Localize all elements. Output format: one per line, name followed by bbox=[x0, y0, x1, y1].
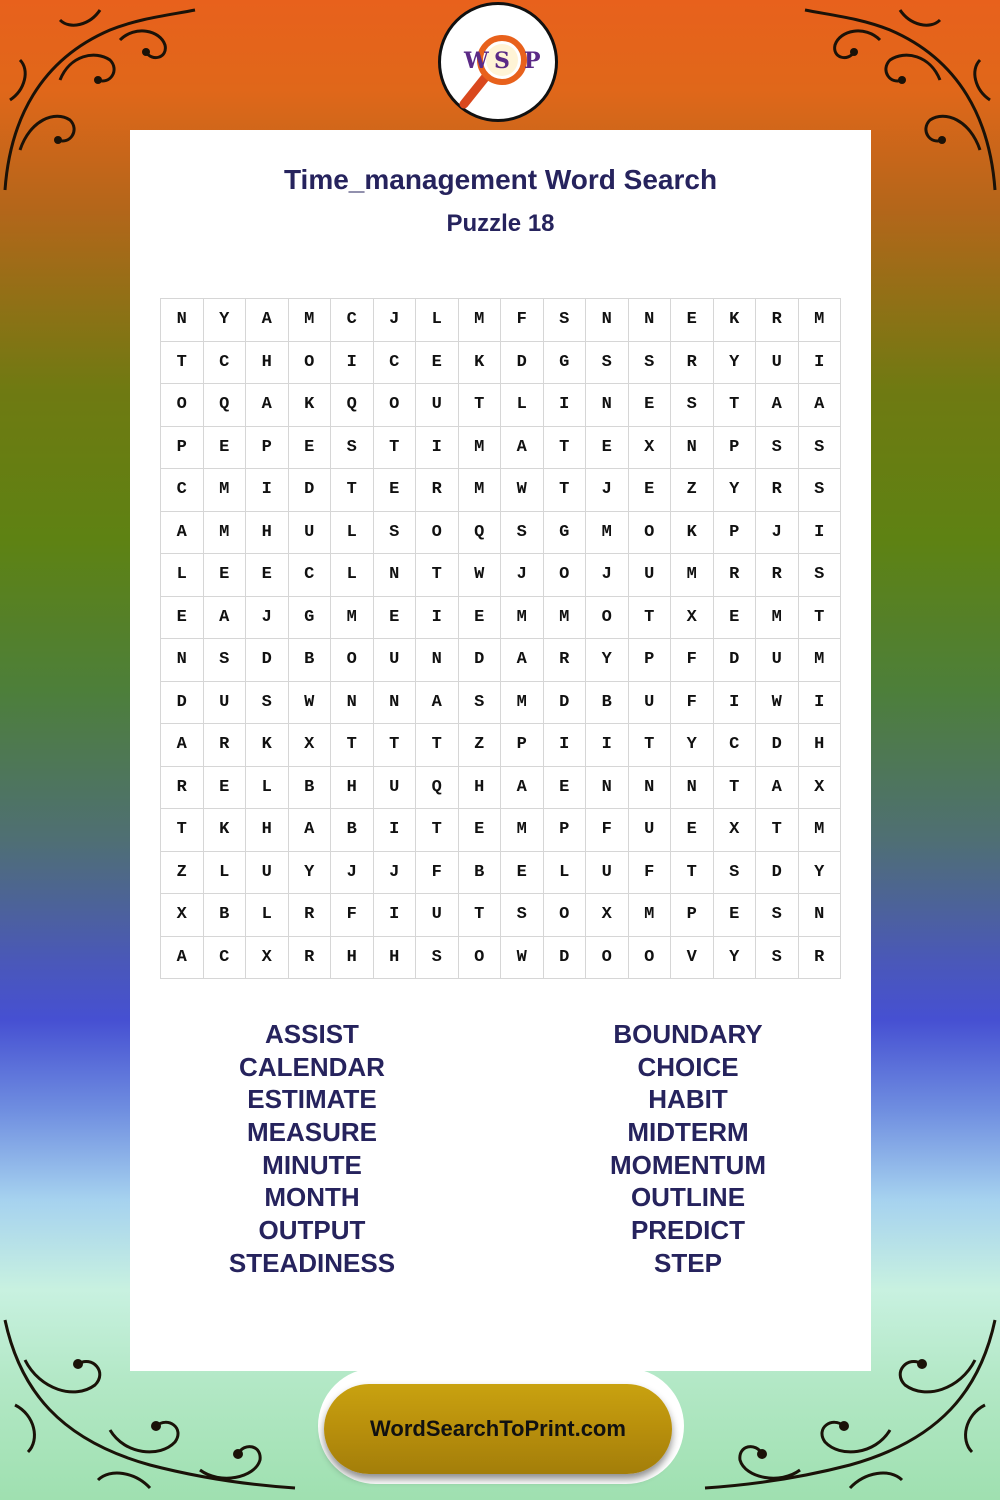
grid-cell[interactable]: T bbox=[671, 852, 714, 895]
website-button[interactable] bbox=[324, 1384, 672, 1474]
grid-cell[interactable]: M bbox=[204, 512, 247, 555]
grid-cell[interactable]: T bbox=[161, 342, 204, 385]
grid-cell[interactable]: M bbox=[799, 809, 842, 852]
grid-cell[interactable]: R bbox=[289, 894, 332, 937]
grid-cell[interactable]: Y bbox=[289, 852, 332, 895]
word-item: OUTLINE bbox=[630, 1182, 746, 1213]
grid-cell[interactable]: T bbox=[374, 427, 417, 470]
grid-cell[interactable]: M bbox=[501, 809, 544, 852]
grid-cell[interactable]: K bbox=[246, 724, 289, 767]
grid-cell[interactable]: N bbox=[374, 554, 417, 597]
grid-cell[interactable]: E bbox=[204, 427, 247, 470]
puzzle-panel bbox=[130, 130, 871, 1371]
grid-cell[interactable]: A bbox=[501, 767, 544, 810]
grid-cell[interactable]: J bbox=[246, 597, 289, 640]
grid-cell[interactable]: R bbox=[204, 724, 247, 767]
grid-cell[interactable]: I bbox=[586, 724, 629, 767]
grid-cell[interactable]: E bbox=[629, 384, 672, 427]
grid-cell[interactable]: O bbox=[416, 512, 459, 555]
logo-letter-s: S bbox=[494, 48, 510, 74]
grid-cell[interactable]: B bbox=[331, 809, 374, 852]
grid-cell[interactable]: Y bbox=[586, 639, 629, 682]
word-item: PREDICT bbox=[630, 1215, 746, 1246]
word-item: ESTIMATE bbox=[247, 1084, 377, 1115]
grid-cell[interactable]: M bbox=[289, 299, 332, 342]
grid-cell[interactable]: E bbox=[586, 427, 629, 470]
grid-cell[interactable]: T bbox=[161, 809, 204, 852]
grid-cell[interactable]: M bbox=[586, 512, 629, 555]
website-link[interactable]: WordSearchToPrint.com bbox=[370, 1416, 626, 1441]
grid-cell[interactable]: B bbox=[204, 894, 247, 937]
grid-cell[interactable]: M bbox=[331, 597, 374, 640]
grid-cell[interactable]: W bbox=[756, 682, 799, 725]
grid-cell[interactable]: N bbox=[331, 682, 374, 725]
grid-cell[interactable]: Z bbox=[671, 469, 714, 512]
grid-cell[interactable]: T bbox=[416, 724, 459, 767]
grid-cell[interactable]: S bbox=[544, 299, 587, 342]
grid-cell[interactable]: A bbox=[161, 724, 204, 767]
grid-cell[interactable]: U bbox=[756, 342, 799, 385]
grid-cell[interactable]: N bbox=[586, 384, 629, 427]
grid-cell[interactable]: D bbox=[714, 639, 757, 682]
grid-cell[interactable]: B bbox=[459, 852, 502, 895]
grid-cell[interactable]: E bbox=[714, 597, 757, 640]
grid-cell[interactable]: U bbox=[374, 639, 417, 682]
grid-cell[interactable]: O bbox=[629, 512, 672, 555]
grid-cell[interactable]: T bbox=[331, 724, 374, 767]
grid-cell[interactable]: L bbox=[246, 894, 289, 937]
grid-cell[interactable]: D bbox=[161, 682, 204, 725]
grid-cell[interactable]: E bbox=[671, 299, 714, 342]
grid-cell[interactable]: E bbox=[204, 554, 247, 597]
grid-cell[interactable]: U bbox=[629, 809, 672, 852]
grid-cell[interactable]: W bbox=[289, 682, 332, 725]
grid-cell[interactable]: T bbox=[544, 469, 587, 512]
grid-cell[interactable]: G bbox=[289, 597, 332, 640]
word-item: MEASURE bbox=[246, 1117, 377, 1148]
grid-cell[interactable]: S bbox=[416, 937, 459, 980]
grid-cell[interactable]: U bbox=[756, 639, 799, 682]
grid-cell[interactable]: R bbox=[416, 469, 459, 512]
grid-cell[interactable]: N bbox=[671, 767, 714, 810]
grid-cell[interactable]: Z bbox=[459, 724, 502, 767]
grid-cell[interactable]: M bbox=[544, 597, 587, 640]
grid-cell[interactable]: J bbox=[374, 299, 417, 342]
grid-cell[interactable]: S bbox=[799, 554, 842, 597]
grid-cell[interactable]: N bbox=[374, 682, 417, 725]
word-list-left-column bbox=[162, 1018, 462, 1280]
grid-cell[interactable]: E bbox=[204, 767, 247, 810]
grid-cell[interactable]: F bbox=[331, 894, 374, 937]
grid-cell[interactable]: J bbox=[586, 554, 629, 597]
grid-cell[interactable]: S bbox=[459, 682, 502, 725]
grid-cell[interactable]: M bbox=[459, 299, 502, 342]
word-item: CHOICE bbox=[637, 1051, 739, 1082]
grid-cell[interactable]: U bbox=[629, 682, 672, 725]
grid-cell[interactable]: U bbox=[416, 384, 459, 427]
grid-cell[interactable]: O bbox=[459, 937, 502, 980]
grid-cell[interactable]: H bbox=[246, 512, 289, 555]
grid-cell[interactable]: U bbox=[289, 512, 332, 555]
grid-cell[interactable]: S bbox=[714, 852, 757, 895]
grid-cell[interactable]: X bbox=[161, 894, 204, 937]
grid-cell[interactable]: A bbox=[799, 384, 842, 427]
grid-cell[interactable]: U bbox=[416, 894, 459, 937]
grid-cell[interactable]: Y bbox=[714, 469, 757, 512]
grid-cell[interactable]: S bbox=[756, 894, 799, 937]
grid-cell[interactable]: E bbox=[416, 342, 459, 385]
grid-cell[interactable]: M bbox=[756, 597, 799, 640]
grid-cell[interactable]: T bbox=[799, 597, 842, 640]
grid-cell[interactable]: M bbox=[501, 597, 544, 640]
grid-cell[interactable]: I bbox=[799, 512, 842, 555]
grid-cell[interactable]: X bbox=[586, 894, 629, 937]
grid-cell[interactable]: B bbox=[586, 682, 629, 725]
grid-cell[interactable]: I bbox=[544, 384, 587, 427]
grid-cell[interactable]: S bbox=[586, 342, 629, 385]
grid-cell[interactable]: R bbox=[756, 469, 799, 512]
grid-cell[interactable]: R bbox=[289, 937, 332, 980]
grid-cell[interactable]: S bbox=[374, 512, 417, 555]
word-item: MONTH bbox=[264, 1182, 360, 1213]
grid-cell[interactable]: Q bbox=[416, 767, 459, 810]
grid-cell[interactable]: T bbox=[416, 809, 459, 852]
grid-cell[interactable]: X bbox=[289, 724, 332, 767]
grid-cell[interactable]: M bbox=[799, 639, 842, 682]
grid-cell[interactable]: Q bbox=[459, 512, 502, 555]
grid-cell[interactable]: E bbox=[714, 894, 757, 937]
grid-cell[interactable]: I bbox=[544, 724, 587, 767]
grid-cell[interactable]: S bbox=[629, 342, 672, 385]
grid-cell[interactable]: E bbox=[246, 554, 289, 597]
grid-cell[interactable]: L bbox=[204, 852, 247, 895]
grid-cell[interactable]: C bbox=[714, 724, 757, 767]
grid-cell[interactable]: G bbox=[544, 342, 587, 385]
grid-cell[interactable]: E bbox=[544, 767, 587, 810]
grid-cell[interactable]: I bbox=[246, 469, 289, 512]
grid-cell[interactable]: T bbox=[374, 724, 417, 767]
grid-cell[interactable]: S bbox=[671, 384, 714, 427]
grid-cell[interactable]: V bbox=[671, 937, 714, 980]
grid-cell[interactable]: N bbox=[629, 767, 672, 810]
grid-cell[interactable]: Q bbox=[204, 384, 247, 427]
grid-cell[interactable]: C bbox=[204, 342, 247, 385]
grid-cell[interactable]: O bbox=[544, 554, 587, 597]
grid-cell[interactable]: O bbox=[374, 384, 417, 427]
grid-cell[interactable]: O bbox=[544, 894, 587, 937]
grid-cell[interactable]: N bbox=[671, 427, 714, 470]
grid-cell[interactable]: H bbox=[374, 937, 417, 980]
grid-cell[interactable]: T bbox=[459, 894, 502, 937]
word-list-right-column bbox=[538, 1018, 838, 1280]
grid-cell[interactable]: G bbox=[544, 512, 587, 555]
grid-cell[interactable]: J bbox=[374, 852, 417, 895]
grid-cell[interactable]: D bbox=[289, 469, 332, 512]
grid-cell[interactable]: R bbox=[756, 299, 799, 342]
grid-cell[interactable]: W bbox=[501, 937, 544, 980]
grid-cell[interactable]: F bbox=[416, 852, 459, 895]
grid-cell[interactable]: L bbox=[544, 852, 587, 895]
grid-cell[interactable]: S bbox=[501, 894, 544, 937]
grid-cell[interactable]: F bbox=[586, 809, 629, 852]
grid-cell[interactable]: A bbox=[756, 767, 799, 810]
grid-cell[interactable]: I bbox=[374, 894, 417, 937]
grid-cell[interactable]: P bbox=[714, 512, 757, 555]
grid-cell[interactable]: N bbox=[586, 767, 629, 810]
grid-cell[interactable]: R bbox=[671, 342, 714, 385]
grid-cell[interactable]: X bbox=[799, 767, 842, 810]
grid-cell[interactable]: L bbox=[331, 512, 374, 555]
grid-cell[interactable]: M bbox=[459, 427, 502, 470]
grid-cell[interactable]: N bbox=[799, 894, 842, 937]
footer-badge bbox=[318, 1368, 684, 1484]
grid-cell[interactable]: B bbox=[289, 767, 332, 810]
grid-cell[interactable]: R bbox=[799, 937, 842, 980]
grid-cell[interactable]: J bbox=[586, 469, 629, 512]
word-item: STEP bbox=[654, 1247, 722, 1278]
grid-cell[interactable]: U bbox=[204, 682, 247, 725]
grid-cell[interactable]: I bbox=[799, 342, 842, 385]
grid-cell[interactable]: I bbox=[331, 342, 374, 385]
grid-cell[interactable]: A bbox=[416, 682, 459, 725]
grid-cell[interactable]: T bbox=[629, 597, 672, 640]
grid-cell[interactable]: I bbox=[416, 427, 459, 470]
grid-cell[interactable]: E bbox=[501, 852, 544, 895]
word-item: MOMENTUM bbox=[610, 1149, 766, 1180]
grid-cell[interactable]: E bbox=[161, 597, 204, 640]
grid-cell[interactable]: M bbox=[799, 299, 842, 342]
grid-cell[interactable]: U bbox=[629, 554, 672, 597]
grid-cell[interactable]: C bbox=[331, 299, 374, 342]
grid-cell[interactable]: N bbox=[161, 299, 204, 342]
grid-cell[interactable]: C bbox=[374, 342, 417, 385]
grid-cell[interactable]: X bbox=[714, 809, 757, 852]
grid-cell[interactable]: S bbox=[799, 469, 842, 512]
grid-cell[interactable]: T bbox=[714, 384, 757, 427]
grid-cell[interactable]: I bbox=[714, 682, 757, 725]
grid-cell[interactable]: D bbox=[544, 682, 587, 725]
grid-cell[interactable]: Y bbox=[204, 299, 247, 342]
grid-cell[interactable]: L bbox=[501, 384, 544, 427]
grid-cell[interactable]: U bbox=[374, 767, 417, 810]
grid-cell[interactable]: H bbox=[331, 767, 374, 810]
grid-cell[interactable]: H bbox=[331, 937, 374, 980]
grid-cell[interactable]: Y bbox=[714, 937, 757, 980]
grid-cell[interactable]: W bbox=[459, 554, 502, 597]
word-list bbox=[130, 1018, 871, 1288]
grid-cell[interactable]: L bbox=[246, 767, 289, 810]
grid-cell[interactable]: C bbox=[204, 937, 247, 980]
grid-cell[interactable]: I bbox=[416, 597, 459, 640]
grid-cell[interactable]: P bbox=[671, 894, 714, 937]
grid-cell[interactable]: T bbox=[756, 809, 799, 852]
grid-cell[interactable]: N bbox=[586, 299, 629, 342]
grid-cell[interactable]: P bbox=[246, 427, 289, 470]
grid-cell[interactable]: J bbox=[331, 852, 374, 895]
grid-cell[interactable]: N bbox=[629, 299, 672, 342]
grid-cell[interactable]: U bbox=[586, 852, 629, 895]
grid-cell[interactable]: A bbox=[246, 299, 289, 342]
grid-cell[interactable]: O bbox=[289, 342, 332, 385]
grid-cell[interactable]: A bbox=[501, 639, 544, 682]
grid-cell[interactable]: F bbox=[629, 852, 672, 895]
grid-cell[interactable]: E bbox=[629, 469, 672, 512]
grid-cell[interactable]: S bbox=[204, 639, 247, 682]
grid-cell[interactable]: F bbox=[671, 682, 714, 725]
grid-cell[interactable]: C bbox=[289, 554, 332, 597]
grid-cell[interactable]: K bbox=[714, 299, 757, 342]
grid-cell[interactable]: L bbox=[161, 554, 204, 597]
grid-cell[interactable]: A bbox=[161, 512, 204, 555]
grid-cell[interactable]: D bbox=[459, 639, 502, 682]
grid-cell[interactable]: O bbox=[586, 937, 629, 980]
grid-cell[interactable]: T bbox=[459, 384, 502, 427]
grid-cell[interactable]: Q bbox=[331, 384, 374, 427]
grid-cell[interactable]: O bbox=[629, 937, 672, 980]
grid-cell[interactable]: Y bbox=[714, 342, 757, 385]
word-item: OUTPUT bbox=[258, 1215, 366, 1246]
grid-cell[interactable]: P bbox=[544, 809, 587, 852]
grid-cell[interactable]: S bbox=[756, 427, 799, 470]
grid-cell[interactable]: I bbox=[374, 809, 417, 852]
grid-cell[interactable]: E bbox=[671, 809, 714, 852]
grid-cell[interactable]: F bbox=[501, 299, 544, 342]
grid-cell[interactable]: J bbox=[756, 512, 799, 555]
grid-cell[interactable]: O bbox=[586, 597, 629, 640]
grid-cell[interactable]: M bbox=[629, 894, 672, 937]
grid-cell[interactable]: E bbox=[374, 469, 417, 512]
word-item: ASSIST bbox=[265, 1019, 359, 1049]
grid-cell[interactable]: F bbox=[671, 639, 714, 682]
grid-cell[interactable]: Z bbox=[161, 852, 204, 895]
word-item: HABIT bbox=[648, 1084, 728, 1115]
puzzle-number: Puzzle 18 bbox=[446, 210, 555, 237]
word-item: STEADINESS bbox=[228, 1247, 396, 1278]
grid-cell[interactable]: R bbox=[544, 639, 587, 682]
page-title: Time_management Word Search bbox=[283, 164, 718, 195]
grid-cell[interactable]: Y bbox=[799, 852, 842, 895]
grid-cell[interactable]: K bbox=[671, 512, 714, 555]
grid-cell[interactable]: O bbox=[331, 639, 374, 682]
grid-cell[interactable]: M bbox=[204, 469, 247, 512]
word-item: MINUTE bbox=[262, 1149, 362, 1180]
grid-cell[interactable]: D bbox=[246, 639, 289, 682]
grid-cell[interactable]: A bbox=[501, 427, 544, 470]
grid-cell[interactable]: H bbox=[799, 724, 842, 767]
grid-cell[interactable]: J bbox=[501, 554, 544, 597]
grid-cell[interactable]: D bbox=[756, 724, 799, 767]
grid-cell[interactable]: B bbox=[289, 639, 332, 682]
grid-cell[interactable]: H bbox=[459, 767, 502, 810]
grid-cell[interactable]: E bbox=[459, 809, 502, 852]
grid-cell[interactable]: C bbox=[161, 469, 204, 512]
grid-cell[interactable]: T bbox=[629, 724, 672, 767]
grid-cell[interactable]: S bbox=[799, 427, 842, 470]
grid-cell[interactable]: O bbox=[161, 384, 204, 427]
grid-cell[interactable]: K bbox=[204, 809, 247, 852]
grid-cell[interactable]: T bbox=[331, 469, 374, 512]
grid-cell[interactable]: M bbox=[459, 469, 502, 512]
word-item: MIDTERM bbox=[627, 1117, 749, 1148]
grid-cell[interactable]: N bbox=[416, 639, 459, 682]
site-logo[interactable] bbox=[438, 2, 558, 122]
grid-cell[interactable]: M bbox=[671, 554, 714, 597]
grid-cell[interactable]: X bbox=[671, 597, 714, 640]
grid-cell[interactable]: H bbox=[246, 809, 289, 852]
grid-cell[interactable]: D bbox=[544, 937, 587, 980]
grid-cell[interactable]: L bbox=[416, 299, 459, 342]
grid-cell[interactable]: P bbox=[161, 427, 204, 470]
grid-cell[interactable]: D bbox=[756, 852, 799, 895]
logo-letter-p: P bbox=[524, 48, 541, 74]
grid-cell[interactable]: P bbox=[629, 639, 672, 682]
grid-cell[interactable]: N bbox=[161, 639, 204, 682]
letter-grid bbox=[160, 298, 841, 979]
grid-cell[interactable]: U bbox=[246, 852, 289, 895]
grid-cell[interactable]: W bbox=[501, 469, 544, 512]
grid-cell[interactable]: A bbox=[161, 937, 204, 980]
grid-cell[interactable]: I bbox=[799, 682, 842, 725]
grid-cell[interactable]: A bbox=[246, 384, 289, 427]
grid-cell[interactable]: K bbox=[459, 342, 502, 385]
grid-cell[interactable]: A bbox=[756, 384, 799, 427]
grid-cell[interactable]: E bbox=[374, 597, 417, 640]
magnifier-logo-icon bbox=[444, 8, 552, 116]
grid-cell[interactable]: X bbox=[629, 427, 672, 470]
grid-cell[interactable]: E bbox=[459, 597, 502, 640]
grid-cell[interactable]: K bbox=[289, 384, 332, 427]
grid-cell[interactable]: R bbox=[756, 554, 799, 597]
grid-cell[interactable]: S bbox=[246, 682, 289, 725]
grid-cell[interactable]: S bbox=[331, 427, 374, 470]
grid-cell[interactable]: S bbox=[756, 937, 799, 980]
grid-cell[interactable]: P bbox=[501, 724, 544, 767]
logo-letter-w: W bbox=[464, 48, 489, 74]
grid-cell[interactable]: S bbox=[501, 512, 544, 555]
word-item: BOUNDARY bbox=[613, 1019, 763, 1049]
grid-cell[interactable]: Y bbox=[671, 724, 714, 767]
grid-cell[interactable]: R bbox=[161, 767, 204, 810]
grid-cell[interactable]: X bbox=[246, 937, 289, 980]
grid-cell[interactable]: A bbox=[289, 809, 332, 852]
grid-cell[interactable]: L bbox=[331, 554, 374, 597]
grid-cell[interactable]: P bbox=[714, 427, 757, 470]
grid-cell[interactable]: T bbox=[714, 767, 757, 810]
grid-cell[interactable]: D bbox=[501, 342, 544, 385]
grid-cell[interactable]: T bbox=[416, 554, 459, 597]
grid-cell[interactable]: A bbox=[204, 597, 247, 640]
grid-cell[interactable]: T bbox=[544, 427, 587, 470]
word-item: CALENDAR bbox=[239, 1051, 385, 1082]
grid-cell[interactable]: H bbox=[246, 342, 289, 385]
grid-cell[interactable]: M bbox=[501, 682, 544, 725]
grid-cell[interactable]: R bbox=[714, 554, 757, 597]
grid-cell[interactable]: E bbox=[289, 427, 332, 470]
